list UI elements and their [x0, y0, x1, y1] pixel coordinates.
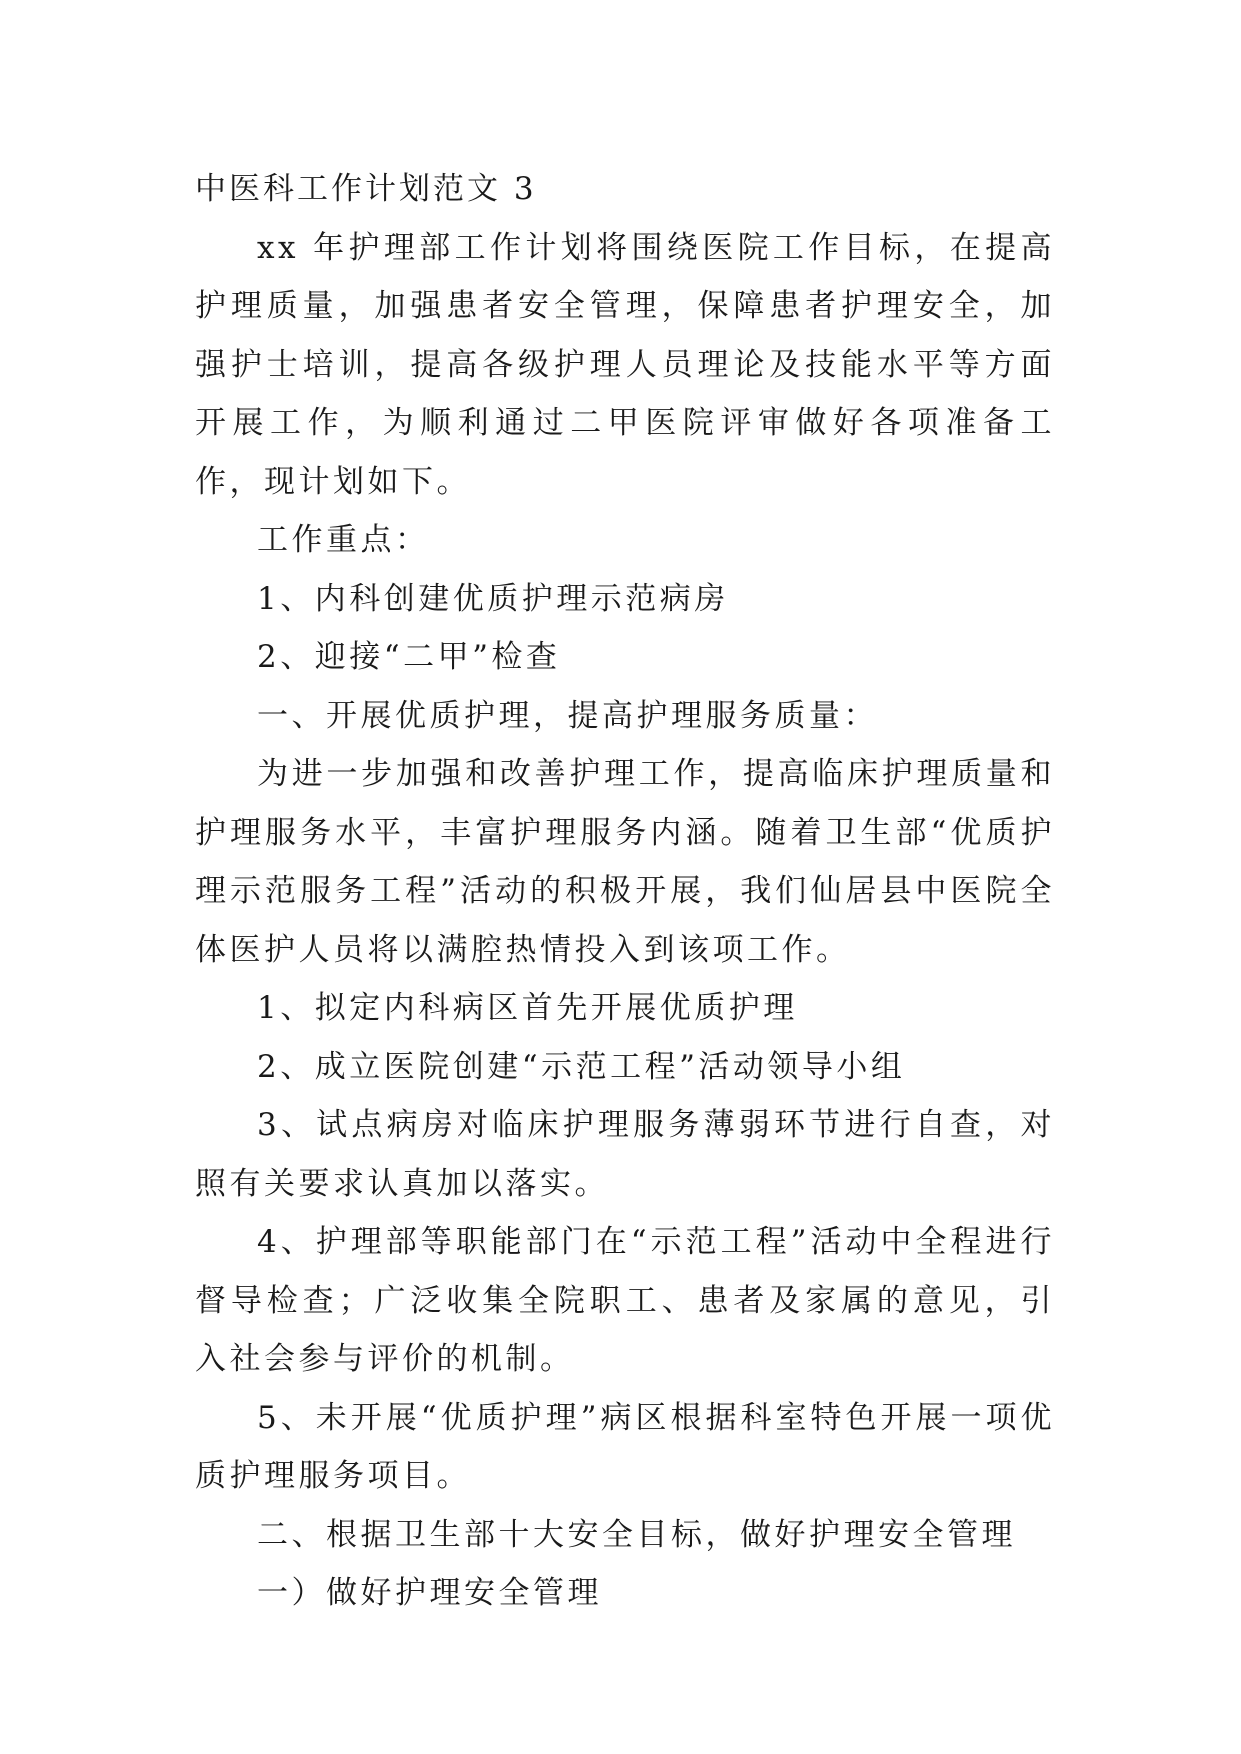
paragraph-intro: xx 年护理部工作计划将围绕医院工作目标，在提高护理质量，加强患者安全管理，保障患者护理安全，加强护士培训，提高各级护理人员理论及技能水平等方面开展工作，为顺利通过二甲医院评审做好各项准备工作，现计划如下。	[195, 229, 1055, 500]
paragraph-key-point-2: 2、迎接“二甲”检查	[257, 639, 561, 675]
document-title: 中医科工作计划范文 3	[195, 171, 537, 207]
paragraph-section-1-item-1: 1、拟定内科病区首先开展优质护理	[257, 990, 798, 1026]
paragraph-key-points-heading: 工作重点：	[257, 522, 430, 558]
document-body	[195, 160, 1055, 1623]
paragraph-key-point-1: 1、内科创建优质护理示范病房	[257, 580, 729, 617]
subsection-heading-2-1: 一）做好护理安全管理	[257, 1575, 602, 1611]
paragraph-section-1-item-4: 4、护理部等职能部门在“示范工程”活动中全程进行督导检查；广泛收集全院职工、患者及家属的意见，引入社会参与评价的机制。	[195, 1224, 1055, 1377]
paragraph-section-1-item-3: 3、试点病房对临床护理服务薄弱环节进行自查，对照有关要求认真加以落实。	[195, 1107, 1055, 1202]
paragraph-section-1-item-5: 5、未开展“优质护理”病区根据科室特色开展一项优质护理服务项目。	[195, 1399, 1055, 1494]
section-heading-2: 二、根据卫生部十大安全目标，做好护理安全管理	[257, 1516, 1016, 1553]
paragraph-section-1-item-2: 2、成立医院创建“示范工程”活动领导小组	[257, 1048, 906, 1085]
paragraph-section-1-body: 为进一步加强和改善护理工作，提高临床护理质量和护理服务水平，丰富护理服务内涵。随着卫生部“优质护理示范服务工程”活动的积极开展，我们仙居县中医院全体医护人员将以满腔热情投入到该项工作。	[195, 756, 1055, 968]
section-heading-1: 一、开展优质护理，提高护理服务质量：	[257, 697, 878, 734]
